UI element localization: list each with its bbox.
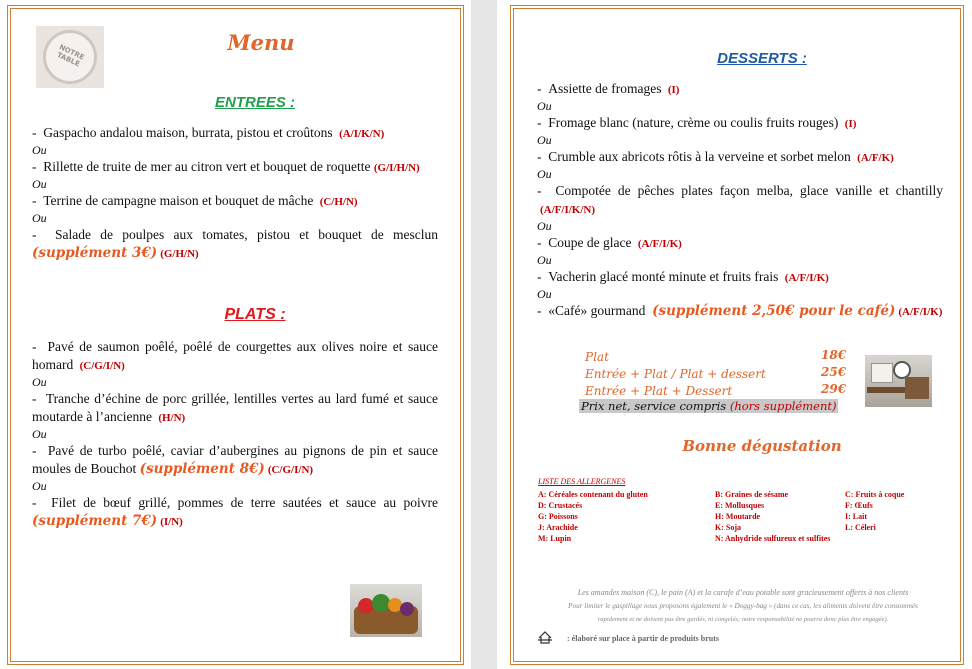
footnote-3: rapidement et ne doivent pas être gardés, ni congelés; notre responsabilité ne pourra donc plus être engagée). <box>597 616 889 623</box>
logo <box>36 26 104 88</box>
ou-separator: Ou <box>537 219 552 233</box>
list-item: - Salade de poulpes aux tomates, pistou et bouquet de mesclun (supplément 3€) (G/H/N) <box>32 227 438 261</box>
allergen-entry: A: Céréales contenant du gluten <box>538 490 648 499</box>
price-list <box>585 348 845 399</box>
price-row: Entrée + Plat + Dessert 29€ <box>585 382 847 398</box>
list-item: - Terrine de campagne maison et bouquet de mâche (C/H/N) <box>32 193 358 208</box>
entrees-list <box>32 124 438 263</box>
allergen-entry: F: Œufs <box>845 501 873 510</box>
ou-separator: Ou <box>32 211 47 225</box>
plats-list <box>32 338 438 531</box>
ou-separator: Ou <box>32 427 47 441</box>
allergen-entry: B: Graines de sésame <box>715 490 789 499</box>
prix-net-banner <box>579 399 838 413</box>
allergen-entry: K: Soja <box>715 523 741 532</box>
menu-page-left <box>0 0 471 669</box>
allergen-column <box>845 489 935 533</box>
vegetables-photo <box>350 584 422 637</box>
price-row: Entrée + Plat / Plat + dessert 25€ <box>585 365 847 381</box>
list-item: - Tranche d’échine de porc grillée, lentilles vertes au lard fumé et sauce moutarde à l’ancienne (H/N) <box>32 391 438 424</box>
list-item: - Assiette de fromages (I) <box>537 81 680 96</box>
prix-net-text: Prix net, service compris <box>581 399 727 413</box>
allergen-entry: L: Céleri <box>845 523 876 532</box>
ou-separator: Ou <box>537 253 552 267</box>
list-item: - Gaspacho andalou maison, burrata, pistou et croûtons (A/I/K/N) <box>32 125 385 140</box>
price-row: Plat 18€ <box>585 348 847 364</box>
desserts-list <box>537 80 943 321</box>
allergen-list-title: LISTE DES ALLERGENES <box>538 477 626 486</box>
footnote-2: Pour limiter le gaspillage nous proposons également le « Doggy-bag » (dans ce cas, les aliments doivent être consommés <box>568 602 918 610</box>
list-item: - Vacherin glacé monté minute et fruits frais (A/F/I/K) <box>537 269 829 284</box>
allergen-entry: E: Mollusques <box>715 501 765 510</box>
ou-separator: Ou <box>32 479 47 493</box>
homemade-icon <box>537 630 553 644</box>
ou-separator: Ou <box>537 167 552 181</box>
footnote-1: Les amandes maison (C), le pain (A) et la carafe d’eau potable sont gracieusement offerts à nos clients <box>577 588 909 597</box>
allergen-entry: I: Lait <box>845 512 867 521</box>
allergen-entry: C: Fruits à coque <box>845 490 905 499</box>
allergen-column <box>715 489 865 544</box>
logo-text: NOTRE TABLE <box>55 43 86 69</box>
list-item: - Crumble aux abricots rôtis à la verveine et sorbet melon (A/F/K) <box>537 149 894 164</box>
ou-separator: Ou <box>32 177 47 191</box>
list-item: - Fromage blanc (nature, crème ou coulis fruits rouges) (I) <box>537 115 857 130</box>
ou-separator: Ou <box>32 143 47 157</box>
allergen-entry: G: Poissons <box>538 512 578 521</box>
allergen-entry: M: Lupin <box>538 534 572 543</box>
bonne-degustation: Bonne dégustation <box>682 437 842 455</box>
menu-title: Menu <box>227 30 295 55</box>
desserts-heading: DESSERTS : <box>717 50 807 67</box>
hors-supplement-text: (hors supplément) <box>729 399 837 413</box>
allergen-entry: D: Crustacés <box>538 501 583 510</box>
list-item: - Coupe de glace (A/F/I/K) <box>537 235 682 250</box>
ou-separator: Ou <box>537 133 552 147</box>
menu-page-right <box>497 0 972 669</box>
homemade-footnote: : élaboré sur place à partir de produits bruts <box>567 634 720 643</box>
list-item: - Pavé de saumon poêlé, poêlé de courgettes aux olives noire et sauce homard (C/G/I/N) <box>32 339 438 372</box>
plats-heading: PLATS : <box>224 306 286 323</box>
list-item: - Pavé de turbo poêlé, caviar d’aubergines au pignons de pin et sauce moules de Bouchot (supplément 8€) (C/G/I/N) <box>32 443 438 477</box>
allergen-entry: N: Anhydride sulfureux et sulfites <box>715 534 831 543</box>
ou-separator: Ou <box>32 375 47 389</box>
allergen-entry: J: Arachide <box>538 523 578 532</box>
list-item: - «Café» gourmand (supplément 2,50€ pour le café) (A/F/I/K) <box>537 303 943 319</box>
list-item: - Filet de bœuf grillé, pommes de terre sautées et sauce au poivre (supplément 7€) (I/N) <box>32 495 438 529</box>
entrees-heading: ENTREES : <box>214 94 295 111</box>
allergen-entry: H: Moutarde <box>715 512 761 521</box>
list-item: - Rillette de truite de mer au citron vert et bouquet de roquette (G/I/H/N) <box>32 159 420 174</box>
ou-separator: Ou <box>537 99 552 113</box>
list-item: - Compotée de pêches plates façon melba, glace vanille et chantilly (A/F/I/K/N) <box>537 183 944 216</box>
restaurant-photo <box>865 355 932 407</box>
ou-separator: Ou <box>537 287 552 301</box>
allergen-column <box>538 489 708 544</box>
